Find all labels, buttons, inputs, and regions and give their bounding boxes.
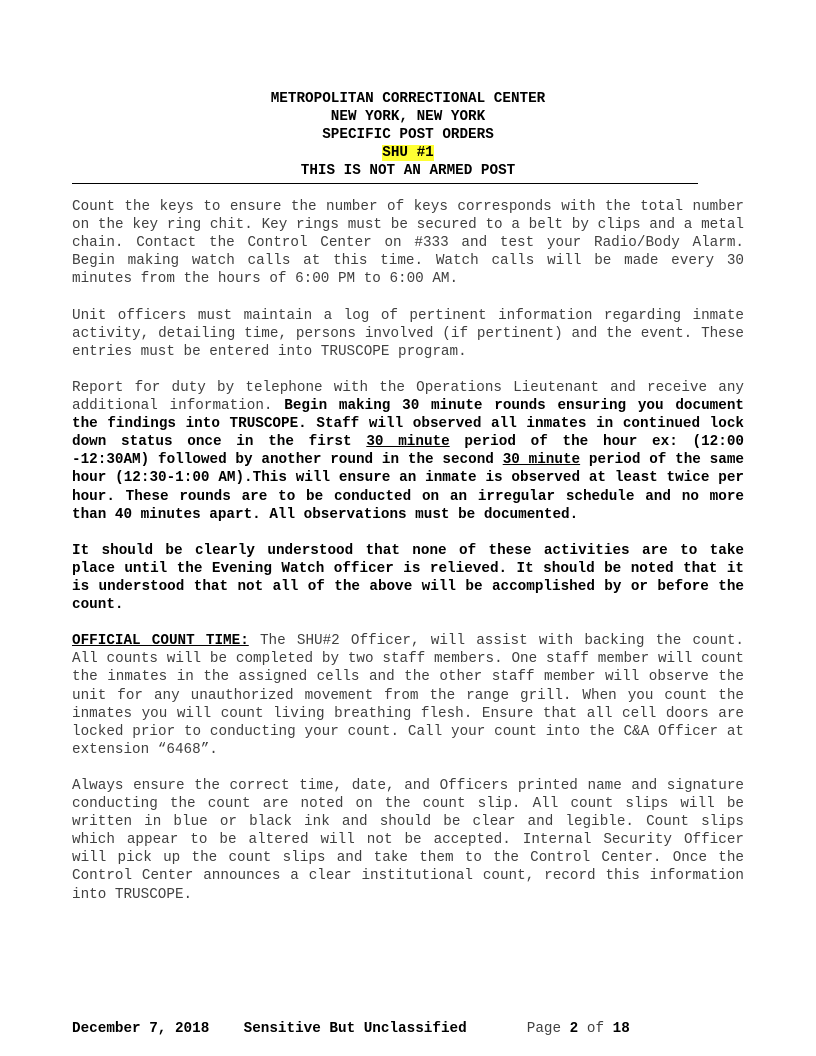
footer-classification: Sensitive But Unclassified (243, 1021, 467, 1037)
count-time-text: The SHU#2 Officer, will assist with backing the count. All counts will be completed by two staff members. One staff member will count the inmates in the assigned cells and the other staff member will observe the unit for any unauthorized movement from the range grill. When you count the inmates you will count living breathing flesh. Ensure that all cell doors are locked prior to conducting your count. Call your count into the C&A Officer at extension “6468”. (72, 633, 744, 758)
paragraph-rounds (72, 379, 744, 524)
page-footer (72, 1020, 744, 1038)
rounds-intro: Report for duty by telephone with the Operations Lieutenant and receive any additional information. (72, 379, 744, 415)
header-institution: METROPOLITAN CORRECTIONAL CENTER (270, 91, 546, 107)
header-divider (72, 183, 698, 184)
paragraph-relief: It should be clearly understood that none of these activities are to take place until the Evening Watch officer is relieved. It should be noted that it is understood that not all of the above will be accomplished by or before the count. (72, 542, 744, 614)
count-time-label: OFFICIAL COUNT TIME: (72, 633, 249, 650)
rounds-underline-a: 30 minute (366, 434, 450, 451)
header-armed-status: THIS IS NOT AN ARMED POST (300, 163, 516, 179)
footer-page-number: 2 (569, 1021, 579, 1037)
paragraph-keys: Count the keys to ensure the number of keys corresponds with the total number on the key ring chit. Key rings must be secured to a belt by clips and a metal chain. Contact the Control Center on #333 and test your Radio/Body Alarm. Begin making watch calls at this time. Watch calls will be made every 30 minutes from the hours of 6:00 PM to 6:00 AM. (72, 199, 744, 288)
footer-of-word: of (586, 1021, 605, 1037)
document-header (72, 90, 744, 180)
rounds-underline-b: 30 minute (502, 452, 581, 469)
rounds-bold-a: Begin making 30 minute rounds ensuring you document the findings into TRUSCOPE. Staff will observed all inmates in continued lock down status once in the first (72, 398, 744, 451)
paragraph-count-slips: Always ensure the correct time, date, and Officers printed name and signature conducting the count are noted on the count slip. All count slips will be written in blue or black ink and should be clear and legible. Count slips which appear to be altered will not be accepted. Internal Security Officer will pick up the count slips and take them to the Control Center. Once the Control Center announces a clear institutional count, record this information into TRUSCOPE. (72, 778, 744, 903)
paragraph-log: Unit officers must maintain a log of pertinent information regarding inmate activity, detailing time, persons involved (if pertinent) and the event. These entries must be entered into TRUSCOPE program. (72, 307, 744, 360)
rounds-bold-b: period of the hour ex: (12:00 -12:30AM) followed by another round in the second (72, 434, 744, 469)
header-post-name: SHU #1 (382, 145, 434, 161)
header-doc-type: SPECIFIC POST ORDERS (322, 127, 494, 143)
footer-date: December 7, 2018 (72, 1021, 210, 1037)
header-location: NEW YORK, NEW YORK (330, 109, 486, 125)
header-post-line (72, 144, 744, 162)
rounds-bold-c: period of the same hour (12:30-1:00 AM).This will ensure an inmate is observed at least twice per hour. These rounds are to be conducted on an irregular schedule and no more than 40 minutes apart. All observations must be documented. (72, 452, 744, 523)
footer-page-word: Page (526, 1021, 562, 1037)
footer-page-total: 18 (612, 1021, 630, 1037)
document-body (72, 198, 744, 922)
paragraph-count-time (72, 632, 744, 759)
